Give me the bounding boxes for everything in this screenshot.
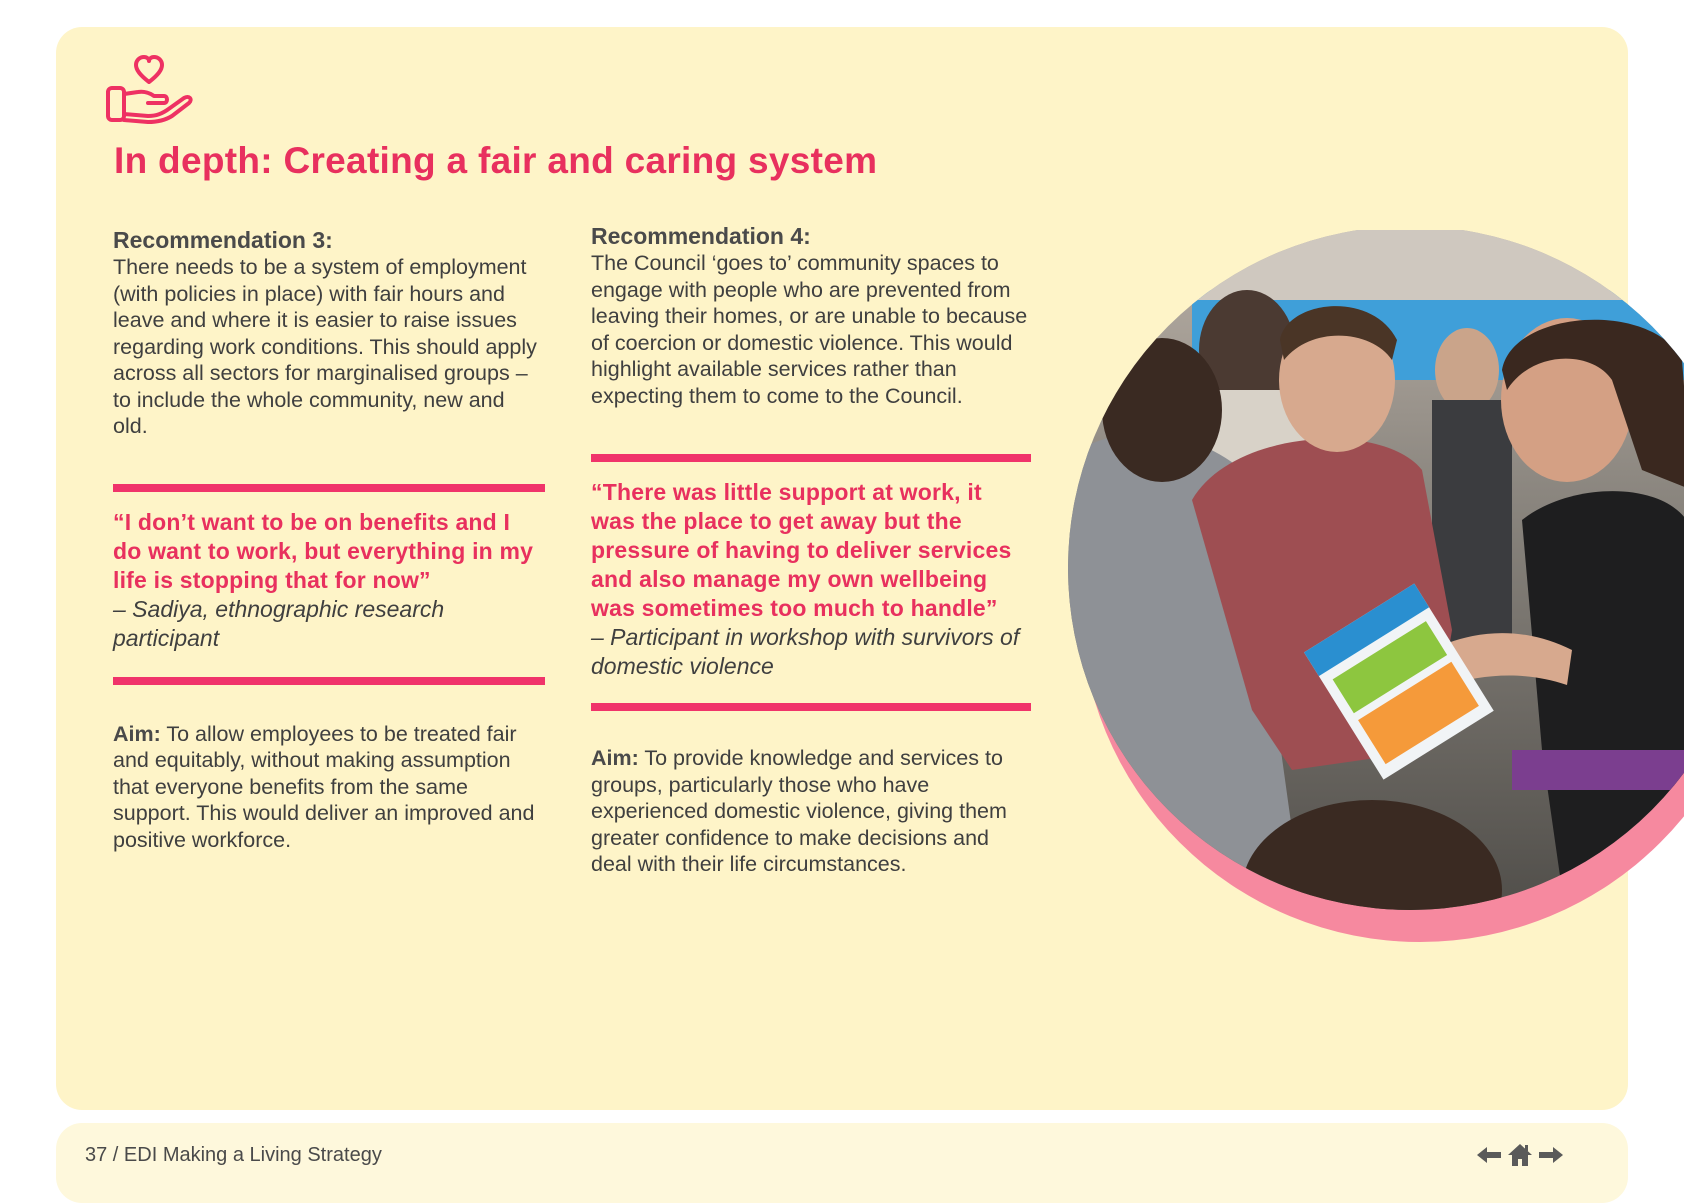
quote-workshop: “There was little support at work, it was the place to get away but the pressure of having to deliver services and also manage my own wellbeing was sometimes too much to handle” bbox=[591, 479, 1012, 621]
divider bbox=[113, 484, 545, 492]
arrow-right-icon[interactable] bbox=[1538, 1140, 1564, 1170]
aim-4 bbox=[591, 745, 1031, 878]
recommendation-4-text: The Council ‘goes to’ community spaces to engage with people who are prevented from leaving their homes, or are unable to because of coercion or domestic violence. This would highlight available services rather than expecting them to come to the Council. bbox=[591, 251, 1028, 408]
quote-attribution: – Participant in workshop with survivors of domestic violence bbox=[591, 624, 1020, 679]
page-label: 37 / EDI Making a Living Strategy bbox=[85, 1144, 382, 1166]
aim-label: Aim: bbox=[113, 721, 161, 746]
recommendation-3-column bbox=[113, 226, 545, 853]
aim-3 bbox=[113, 721, 545, 854]
page-title: In depth: Creating a fair and caring system bbox=[114, 140, 878, 181]
recommendation-4-column bbox=[591, 222, 1031, 878]
recommendation-3-text: There needs to be a system of employment (with policies in place) with fair hours and leave and where it is easier to raise issues regarding work conditions. This should apply across all sectors for marginalised groups – to include the whole community, new and old. bbox=[113, 255, 537, 438]
divider bbox=[591, 703, 1031, 711]
recommendation-3-label: Recommendation 3: bbox=[113, 227, 333, 253]
divider bbox=[591, 454, 1031, 462]
divider bbox=[113, 677, 545, 685]
quote-attribution: – Sadiya, ethnographic research participant bbox=[113, 595, 445, 651]
hand-heart-icon bbox=[104, 52, 194, 124]
arrow-left-icon[interactable] bbox=[1476, 1140, 1502, 1170]
recommendation-4-label: Recommendation 4: bbox=[591, 223, 811, 249]
quote-sadiya: “I don’t want to be on benefits and I do want to work, but everything in my life is stopping that for now” bbox=[113, 508, 534, 593]
aim-text: To provide knowledge and services to groups, particularly those who have experienced domestic violence, giving them greater confidence to make decisions and deal with their life circumstances. bbox=[591, 746, 1007, 876]
aim-label: Aim: bbox=[591, 746, 639, 770]
event-photo bbox=[1052, 230, 1684, 960]
aim-text: To allow employees to be treated fair and equitably, without making assumption that everyone benefits from the same support. This would deliver an improved and positive workforce. bbox=[113, 721, 535, 852]
home-icon[interactable] bbox=[1506, 1140, 1534, 1170]
